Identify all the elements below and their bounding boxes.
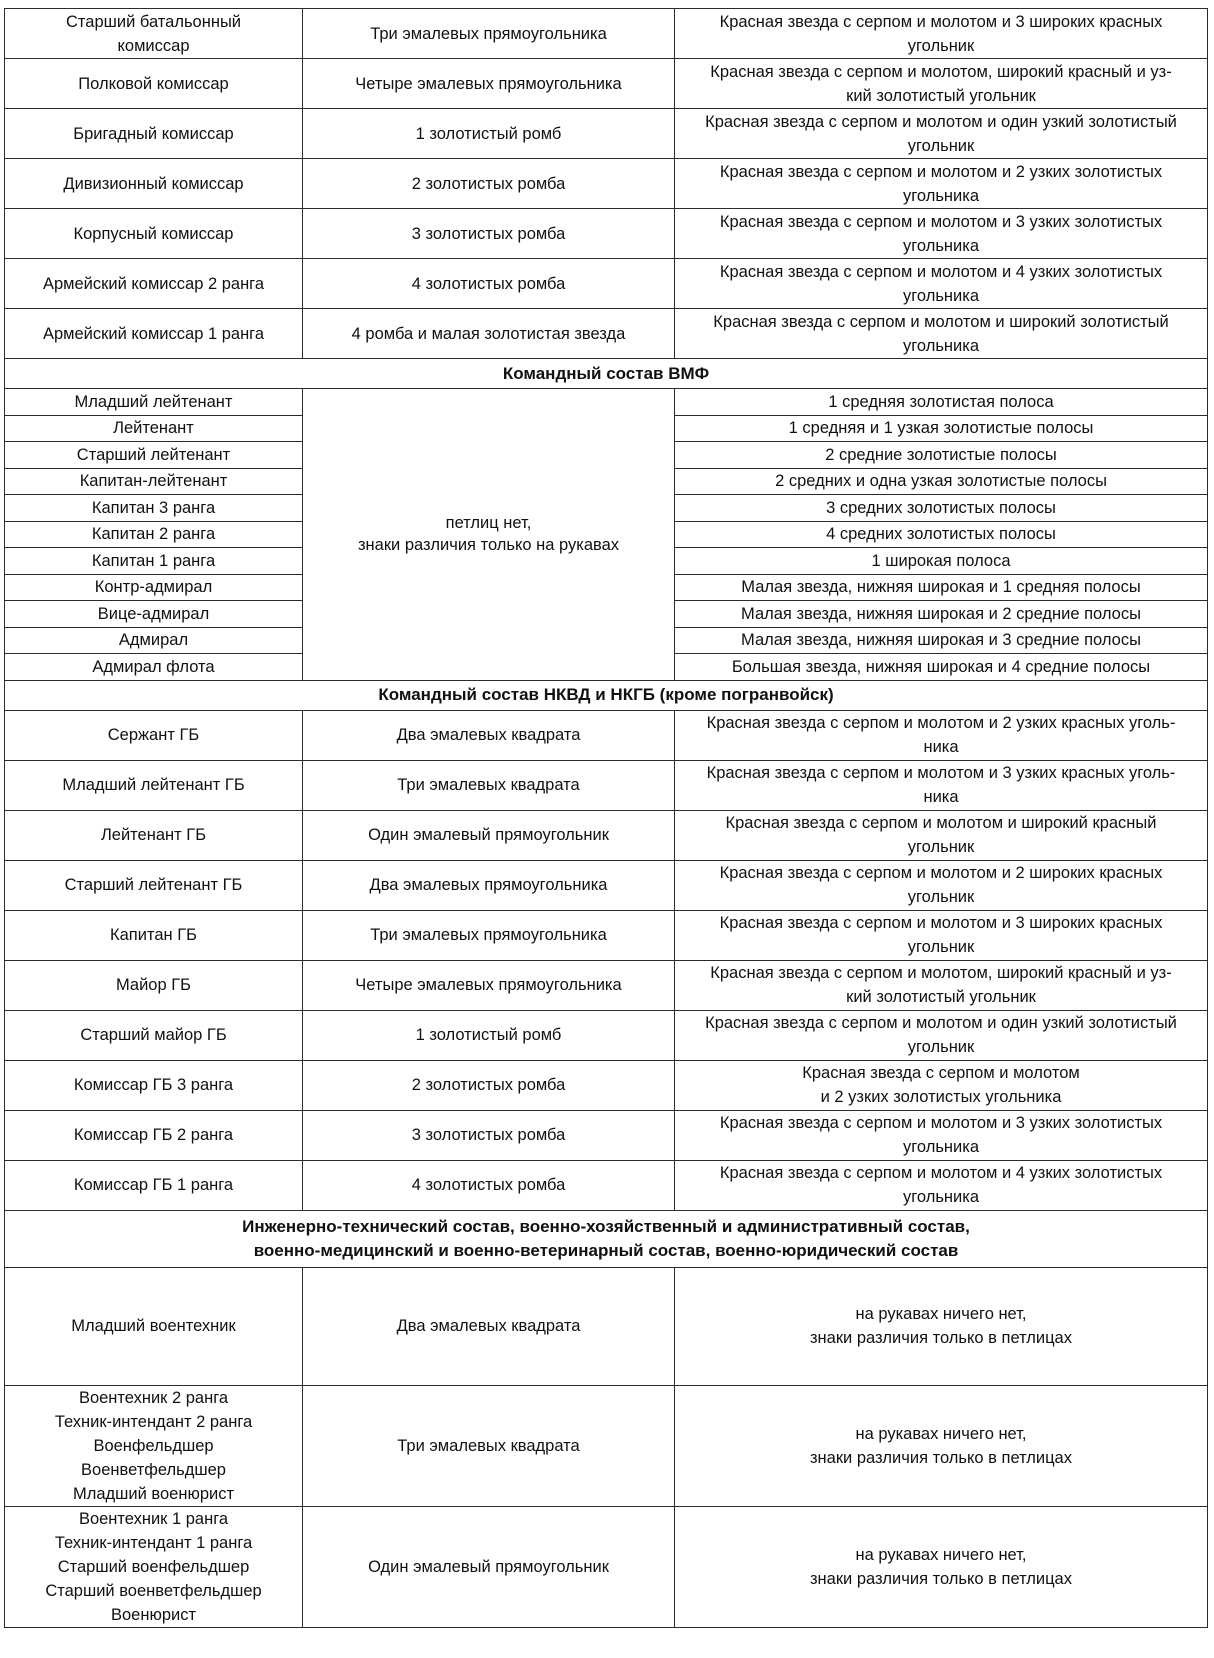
sleeve-cell: 1 средняя и 1 узкая золотистые полосы <box>675 415 1208 442</box>
sleeve-cell: Малая звезда, нижняя широкая и 2 средние полосы <box>675 601 1208 628</box>
table-row <box>5 760 1208 810</box>
rank-cell: Дивизионный комиссар <box>5 159 303 209</box>
rank-cell: Комиссар ГБ 2 ранга <box>5 1110 303 1160</box>
table-row <box>5 1506 1208 1627</box>
table-row <box>5 259 1208 309</box>
rank-cell: Адмирал <box>5 627 303 654</box>
sleeve-cell: на рукавах ничего нет, знаки различия только в петлицах <box>675 1385 1208 1506</box>
rank-cell: Лейтенант <box>5 415 303 442</box>
table-row <box>5 1010 1208 1060</box>
table-row <box>5 209 1208 259</box>
collar-cell: Три эмалевых прямоугольника <box>303 910 675 960</box>
collar-cell: Три эмалевых прямоугольника <box>303 9 675 59</box>
sleeve-cell: 2 средних и одна узкая золотистые полосы <box>675 468 1208 495</box>
sleeve-cell: 1 средняя золотистая полоса <box>675 389 1208 416</box>
rank-cell: Комиссар ГБ 1 ранга <box>5 1160 303 1210</box>
collar-cell: 4 золотистых ромба <box>303 1160 675 1210</box>
section-header-row <box>5 359 1208 389</box>
sleeve-cell: Красная звезда с серпом и молотом и 2 узких красных уголь- ника <box>675 710 1208 760</box>
rank-cell: Вице-адмирал <box>5 601 303 628</box>
rank-cell: Старший батальонный комиссар <box>5 9 303 59</box>
rank-insignia-table <box>4 8 1208 1628</box>
collar-cell: 3 золотистых ромба <box>303 1110 675 1160</box>
collar-cell: 1 золотистый ромб <box>303 109 675 159</box>
rank-cell: Младший лейтенант ГБ <box>5 760 303 810</box>
rank-cell: Старший лейтенант ГБ <box>5 860 303 910</box>
collar-cell: 4 ромба и малая золотистая звезда <box>303 309 675 359</box>
collar-cell: Три эмалевых квадрата <box>303 1385 675 1506</box>
section-title-nkvd: Командный состав НКВД и НКГБ (кроме погранвойск) <box>5 680 1208 710</box>
rank-cell: Старший майор ГБ <box>5 1010 303 1060</box>
table-row <box>5 1110 1208 1160</box>
section-title-navy: Командный состав ВМФ <box>5 359 1208 389</box>
sleeve-cell: Красная звезда с серпом и молотом и один узкий золотистый угольник <box>675 109 1208 159</box>
sleeve-cell: Красная звезда с серпом и молотом и 3 узких золотистых угольника <box>675 1110 1208 1160</box>
rank-cell: Адмирал флота <box>5 654 303 681</box>
table-row <box>5 1160 1208 1210</box>
sleeve-cell: Красная звезда с серпом и молотом и 3 широких красных угольник <box>675 9 1208 59</box>
sleeve-cell: Красная звезда с серпом и молотом и 2 узких золотистых угольника <box>675 159 1208 209</box>
sleeve-cell: Красная звезда с серпом и молотом, широкий красный и уз- кий золотистый угольник <box>675 960 1208 1010</box>
collar-cell: Четыре эмалевых прямоугольника <box>303 960 675 1010</box>
collar-cell: Четыре эмалевых прямоугольника <box>303 59 675 109</box>
rank-cell: Младший воентехник <box>5 1267 303 1385</box>
rank-cell: Корпусный комиссар <box>5 209 303 259</box>
table-row <box>5 389 1208 416</box>
collar-cell: Один эмалевый прямоугольник <box>303 1506 675 1627</box>
rank-cell: Капитан 2 ранга <box>5 521 303 548</box>
sleeve-cell: Красная звезда с серпом и молотом и широкий красный угольник <box>675 810 1208 860</box>
table-row <box>5 1267 1208 1385</box>
collar-cell: Два эмалевых квадрата <box>303 710 675 760</box>
sleeve-cell: на рукавах ничего нет, знаки различия только в петлицах <box>675 1267 1208 1385</box>
collar-cell: 2 золотистых ромба <box>303 1060 675 1110</box>
section-header-row <box>5 680 1208 710</box>
collar-cell: Два эмалевых прямоугольника <box>303 860 675 910</box>
collar-cell: Два эмалевых квадрата <box>303 1267 675 1385</box>
rank-cell: Полковой комиссар <box>5 59 303 109</box>
collar-cell: 2 золотистых ромба <box>303 159 675 209</box>
sleeve-cell: Красная звезда с серпом и молотом и 2 узких золотистых угольника <box>675 1060 1208 1110</box>
rank-cell: Комиссар ГБ 3 ранга <box>5 1060 303 1110</box>
table-row <box>5 1060 1208 1110</box>
collar-cell: 4 золотистых ромба <box>303 259 675 309</box>
rank-cell: Лейтенант ГБ <box>5 810 303 860</box>
table-row <box>5 860 1208 910</box>
sleeve-cell: Красная звезда с серпом и молотом и 3 широких красных угольник <box>675 910 1208 960</box>
sleeve-cell: Красная звезда с серпом и молотом, широкий красный и уз- кий золотистый угольник <box>675 59 1208 109</box>
sleeve-cell: Красная звезда с серпом и молотом и 3 узких красных уголь- ника <box>675 760 1208 810</box>
collar-cell: 3 золотистых ромба <box>303 209 675 259</box>
sleeve-cell: 1 широкая полоса <box>675 548 1208 575</box>
rank-cell: Воентехник 2 ранга Техник-интендант 2 ранга Военфельдшер Военветфельдшер Младший военюрист <box>5 1385 303 1506</box>
sleeve-cell: Красная звезда с серпом и молотом и 4 узких золотистых угольника <box>675 259 1208 309</box>
rank-cell: Воентехник 1 ранга Техник-интендант 1 ранга Старший военфельдшер Старший военветфельдшер Военюрист <box>5 1506 303 1627</box>
rank-cell: Капитан-лейтенант <box>5 468 303 495</box>
collar-cell: Один эмалевый прямоугольник <box>303 810 675 860</box>
rank-cell: Контр-адмирал <box>5 574 303 601</box>
table-row <box>5 710 1208 760</box>
sleeve-cell: на рукавах ничего нет, знаки различия только в петлицах <box>675 1506 1208 1627</box>
table-row <box>5 960 1208 1010</box>
table-row <box>5 109 1208 159</box>
collar-cell: Три эмалевых квадрата <box>303 760 675 810</box>
collar-cell: 1 золотистый ромб <box>303 1010 675 1060</box>
rank-cell: Сержант ГБ <box>5 710 303 760</box>
table-row <box>5 59 1208 109</box>
table-row <box>5 9 1208 59</box>
sleeve-cell: Красная звезда с серпом и молотом и широкий золотистый угольника <box>675 309 1208 359</box>
sleeve-cell: Красная звезда с серпом и молотом и 2 широких красных угольник <box>675 860 1208 910</box>
rank-cell: Армейский комиссар 2 ранга <box>5 259 303 309</box>
sleeve-cell: 3 средних золотистых полосы <box>675 495 1208 522</box>
rank-cell: Старший лейтенант <box>5 442 303 469</box>
table-row <box>5 1385 1208 1506</box>
sleeve-cell: 4 средних золотистых полосы <box>675 521 1208 548</box>
sleeve-cell: Красная звезда с серпом и молотом и один узкий золотистый угольник <box>675 1010 1208 1060</box>
sleeve-cell: Малая звезда, нижняя широкая и 1 средняя полосы <box>675 574 1208 601</box>
rank-cell: Капитан 3 ранга <box>5 495 303 522</box>
rank-cell: Капитан ГБ <box>5 910 303 960</box>
table-row <box>5 159 1208 209</box>
rank-cell: Майор ГБ <box>5 960 303 1010</box>
sleeve-cell: Красная звезда с серпом и молотом и 4 узких золотистых угольника <box>675 1160 1208 1210</box>
rank-cell: Бригадный комиссар <box>5 109 303 159</box>
rank-cell: Армейский комиссар 1 ранга <box>5 309 303 359</box>
sleeve-cell: Малая звезда, нижняя широкая и 3 средние полосы <box>675 627 1208 654</box>
rank-cell: Капитан 1 ранга <box>5 548 303 575</box>
section-header-row <box>5 1210 1208 1267</box>
table-row <box>5 910 1208 960</box>
sleeve-cell: 2 средние золотистые полосы <box>675 442 1208 469</box>
table-row <box>5 309 1208 359</box>
section-title-technical: Инженерно-технический состав, военно-хозяйственный и административный состав, военно-медицинский и военно-ветеринарный состав, военно-юридический состав <box>5 1210 1208 1267</box>
collar-note-cell: петлиц нет, знаки различия только на рукавах <box>303 389 675 681</box>
sleeve-cell: Большая звезда, нижняя широкая и 4 средние полосы <box>675 654 1208 681</box>
rank-cell: Младший лейтенант <box>5 389 303 416</box>
sleeve-cell: Красная звезда с серпом и молотом и 3 узких золотистых угольника <box>675 209 1208 259</box>
table-row <box>5 810 1208 860</box>
